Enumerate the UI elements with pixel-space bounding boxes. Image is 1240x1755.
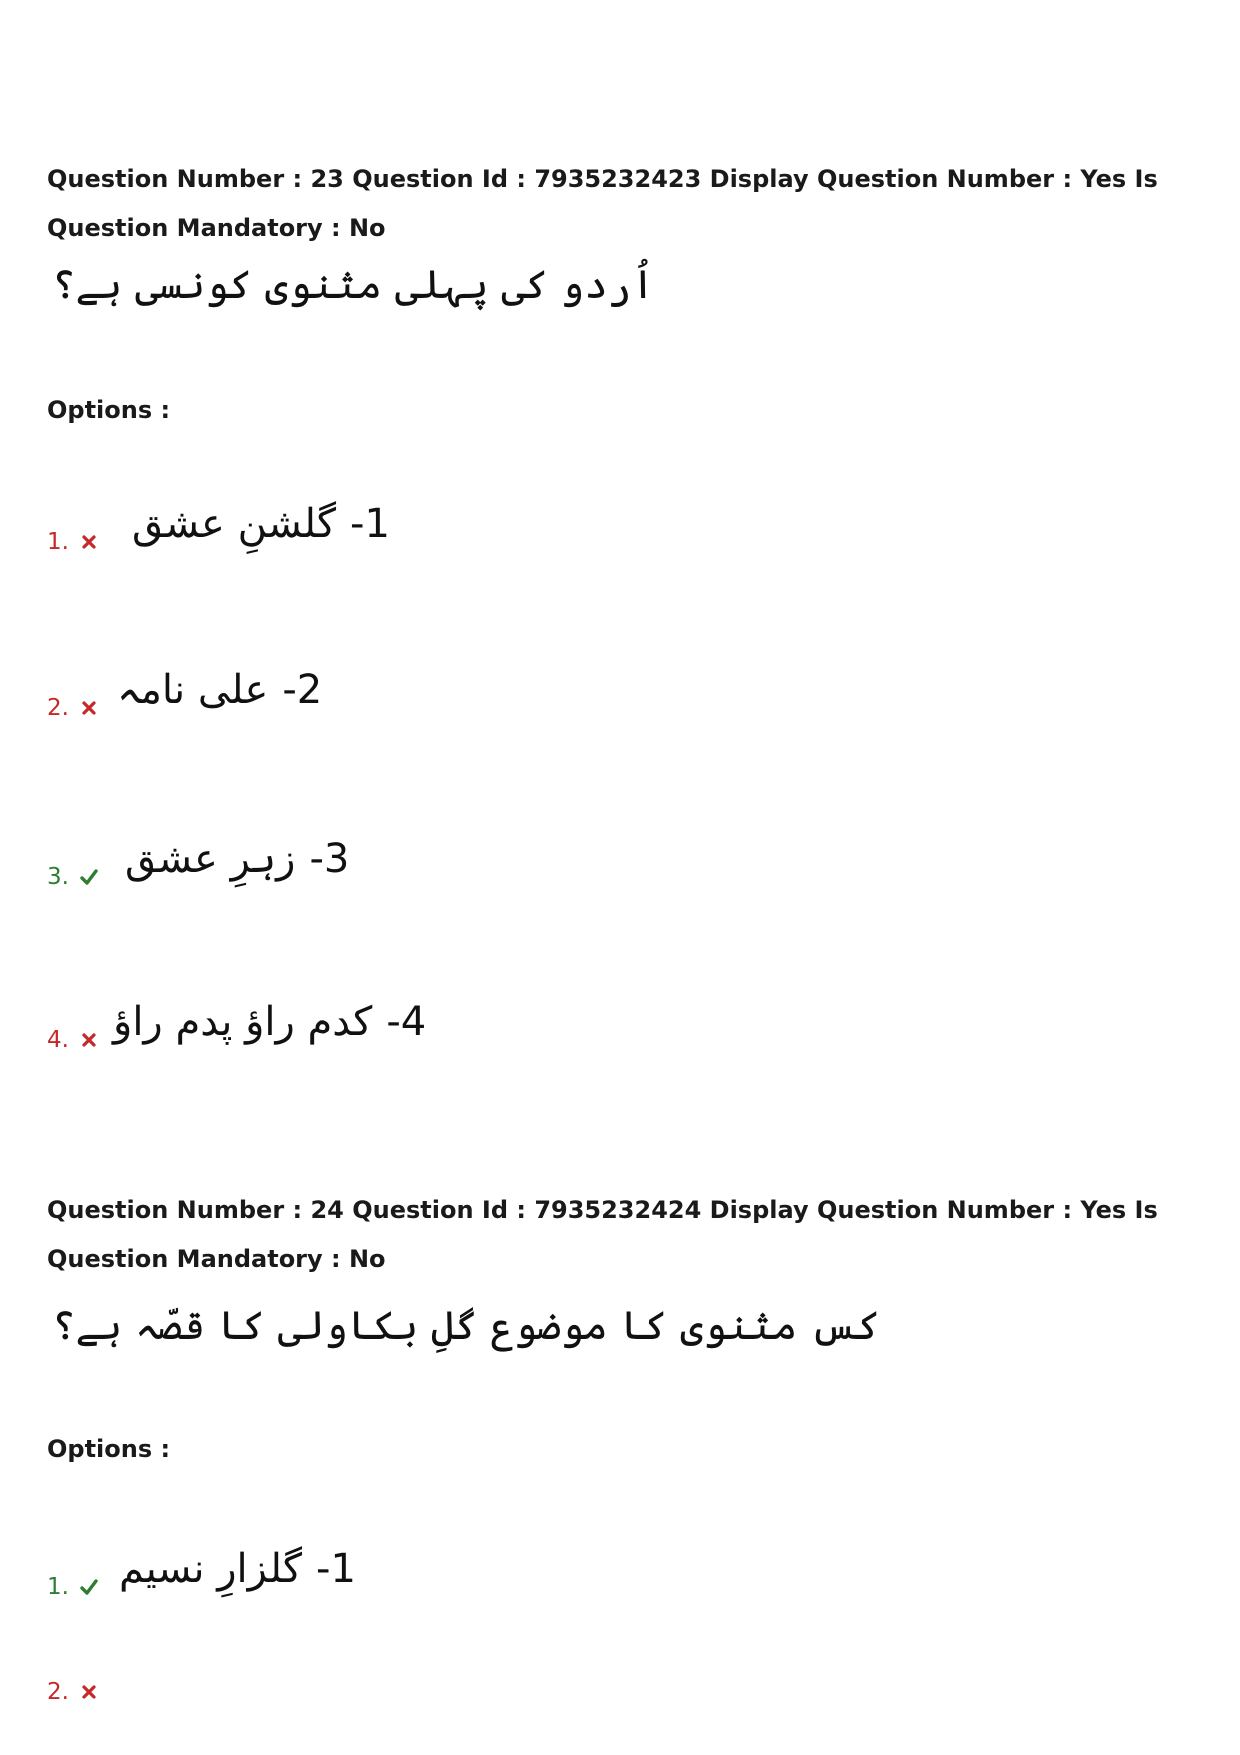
option-image xyxy=(117,667,322,713)
option-digit: -4 xyxy=(386,999,427,1045)
option-image xyxy=(125,836,349,882)
check-icon xyxy=(80,1578,98,1596)
option-urdu-text: گلزارِ نسیم xyxy=(119,1546,303,1592)
cross-icon xyxy=(80,533,98,551)
option-digit: -1 xyxy=(316,1546,356,1592)
option-row[interactable] xyxy=(47,1645,647,1705)
option-digit: -3 xyxy=(309,836,350,882)
option-number: 1. xyxy=(47,1574,69,1600)
option-image xyxy=(132,501,390,547)
options-label: Options : xyxy=(47,1435,171,1463)
option-number: 1. xyxy=(47,529,69,555)
question-header: Question Number : 23 Question Id : 7935232423 Display Question Number : Yes Is Question Mandatory : No xyxy=(47,165,1158,242)
option-row[interactable] xyxy=(47,830,647,890)
question-text: کس مثنوی کا موضوع گلِ بکاولی کا قصّہ ہے؟ xyxy=(52,1303,881,1349)
option-number: 3. xyxy=(47,864,69,890)
option-urdu-text: گلشنِ عشق xyxy=(132,501,337,547)
cross-icon xyxy=(80,1031,98,1049)
question-text: اُردو کی پہلی مثنوی کونسی ہے؟ xyxy=(52,262,655,308)
option-row[interactable] xyxy=(47,661,647,721)
option-row[interactable] xyxy=(47,993,647,1053)
option-urdu-text: زہرِ عشق xyxy=(125,836,296,882)
option-urdu-text: علی نامہ xyxy=(117,667,269,713)
option-image xyxy=(119,1546,356,1592)
option-urdu-text: کدم راؤ پدم راؤ xyxy=(113,999,373,1045)
option-number: 4. xyxy=(47,1027,69,1053)
question-header: Question Number : 24 Question Id : 7935232424 Display Question Number : Yes Is Question Mandatory : No xyxy=(47,1196,1158,1273)
cross-icon xyxy=(80,699,98,717)
option-number: 2. xyxy=(47,695,69,721)
option-number: 2. xyxy=(47,1679,69,1705)
options-label: Options : xyxy=(47,396,171,424)
cross-icon xyxy=(80,1683,98,1701)
check-icon xyxy=(80,868,98,886)
option-row[interactable] xyxy=(47,1540,647,1600)
option-row[interactable] xyxy=(47,495,647,555)
option-digit: -2 xyxy=(282,667,323,713)
option-image xyxy=(113,999,426,1045)
option-digit: -1 xyxy=(350,501,390,547)
